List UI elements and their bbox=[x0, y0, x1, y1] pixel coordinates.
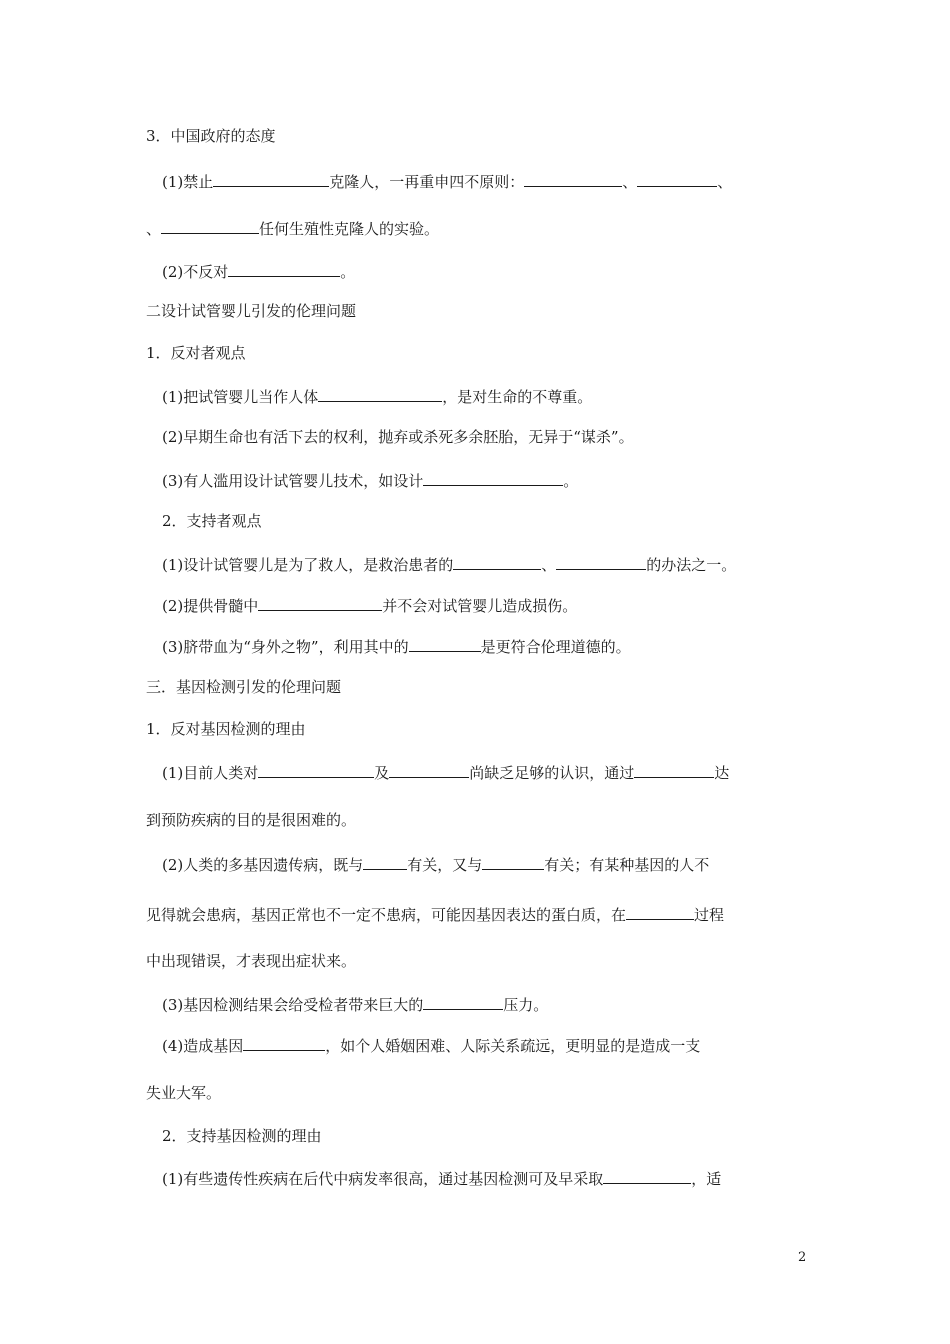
section-3-title: 3．中国政府的态度 bbox=[146, 127, 276, 145]
blank[interactable] bbox=[626, 903, 694, 920]
blank[interactable] bbox=[258, 594, 382, 611]
blank[interactable] bbox=[409, 635, 481, 652]
item-3-1: (1)禁止 克隆人，一再重申四不原则： 、 、 bbox=[162, 170, 732, 192]
blank[interactable] bbox=[389, 761, 469, 778]
item-2-2-1: (1)设计试管婴儿是为了救人，是救治患者的 、 的办法之一。 bbox=[162, 553, 736, 575]
blank[interactable] bbox=[228, 260, 340, 277]
subsection-against-testing-title: 1．反对基因检测的理由 bbox=[146, 720, 306, 738]
blank[interactable] bbox=[637, 170, 717, 187]
item-3-2-1: (1)有些遗传性疾病在后代中病发率很高，通过基因检测可及早采取 ，适 bbox=[162, 1167, 721, 1189]
blank[interactable] bbox=[213, 170, 329, 187]
blank[interactable] bbox=[423, 993, 503, 1010]
item-3-1-cont: 、 任何生殖性克隆人的实验。 bbox=[146, 217, 439, 239]
blank[interactable] bbox=[556, 553, 646, 570]
blank[interactable] bbox=[258, 761, 374, 778]
page-number: 2 bbox=[798, 1250, 807, 1265]
blank[interactable] bbox=[453, 553, 541, 570]
blank[interactable] bbox=[603, 1167, 691, 1184]
item-3-1-4: (4)造成基因 ，如个人婚姻困难、人际关系疏远，更明显的是造成一支 bbox=[162, 1034, 700, 1056]
item-2-2-3: (3)脐带血为“身外之物”，利用其中的 是更符合伦理道德的。 bbox=[162, 635, 631, 657]
item-2-1-2: (2)早期生命也有活下去的权利，抛弃或杀死多余胚胎，无异于“谋杀”。 bbox=[162, 428, 634, 446]
blank[interactable] bbox=[524, 170, 622, 187]
blank[interactable] bbox=[423, 469, 563, 486]
item-3-1-1: (1)目前人类对 及 尚缺乏足够的认识，通过 达 bbox=[162, 761, 729, 783]
item-3-1-2-cont2: 中出现错误，才表现出症状来。 bbox=[146, 952, 357, 970]
blank[interactable] bbox=[363, 853, 407, 870]
item-2-1-3: (3)有人滥用设计试管婴儿技术，如设计 。 bbox=[162, 469, 578, 491]
subsection-opponents-title: 1．反对者观点 bbox=[146, 344, 246, 362]
blank[interactable] bbox=[161, 217, 259, 234]
blank[interactable] bbox=[634, 761, 714, 778]
item-3-1-2-cont: 见得就会患病，基因正常也不一定不患病，可能因基因表达的蛋白质，在 过程 bbox=[146, 903, 724, 925]
item-3-1-1-cont: 到预防疾病的目的是很困难的。 bbox=[146, 811, 357, 829]
item-3-2: (2)不反对 。 bbox=[162, 260, 355, 282]
blank[interactable] bbox=[482, 853, 544, 870]
item-2-2-2: (2)提供骨髓中 并不会对试管婴儿造成损伤。 bbox=[162, 594, 577, 616]
item-3-1-3: (3)基因检测结果会给受检者带来巨大的 压力。 bbox=[162, 993, 548, 1015]
blank[interactable] bbox=[243, 1034, 325, 1051]
blank[interactable] bbox=[318, 385, 442, 402]
section-3-main-title: 三．基因检测引发的伦理问题 bbox=[146, 678, 342, 696]
item-3-1-2: (2)人类的多基因遗传病，既与 有关，又与 有关；有某种基因的人不 bbox=[162, 853, 709, 875]
subsection-for-testing-title: 2．支持基因检测的理由 bbox=[162, 1127, 322, 1145]
subsection-supporters-title: 2．支持者观点 bbox=[162, 512, 262, 530]
item-3-1-4-cont: 失业大军。 bbox=[146, 1084, 222, 1102]
item-2-1-1: (1)把试管婴儿当作人体 ，是对生命的不尊重。 bbox=[162, 385, 592, 407]
section-2-title: 二设计试管婴儿引发的伦理问题 bbox=[146, 302, 357, 320]
